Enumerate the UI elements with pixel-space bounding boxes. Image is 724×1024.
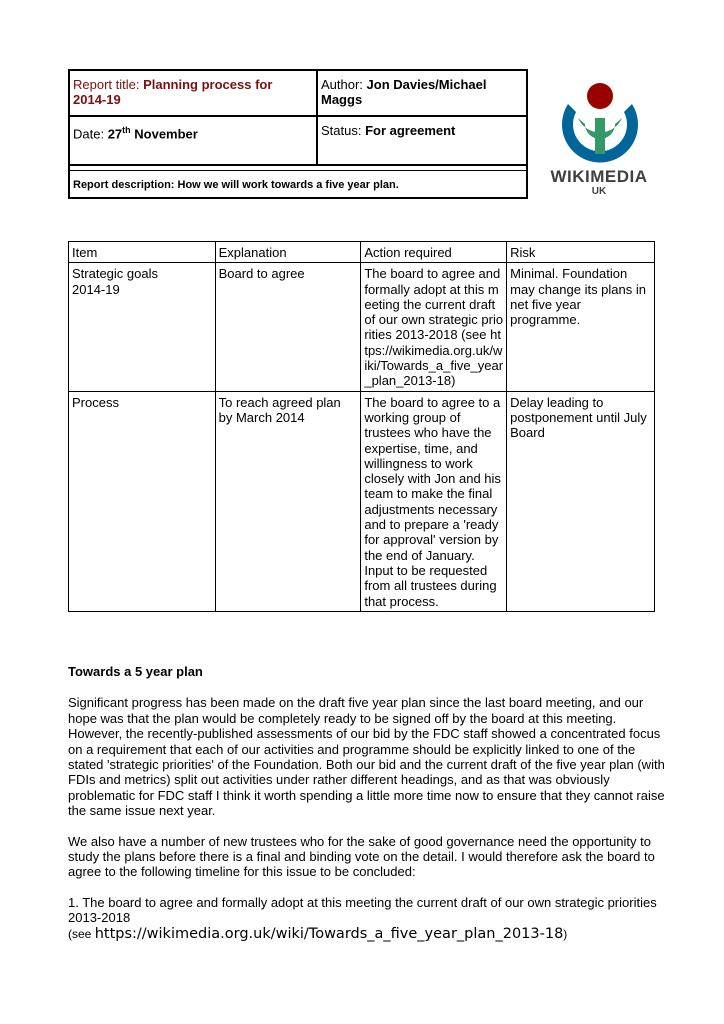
see-close: )	[563, 926, 568, 941]
author-value-cont: Maggs	[321, 92, 363, 107]
divider	[70, 164, 526, 166]
logo-wordmark: WIKIMEDIA	[550, 167, 648, 186]
divider	[316, 71, 318, 166]
list-item-text: 1. The board to agree and formally adopt at this meeting the current draft of our own strategic priorities 2013-2018	[68, 894, 657, 926]
report-title-cell	[70, 71, 316, 117]
table-cell: Board to agree	[215, 263, 361, 391]
report-title-label: Report title:	[73, 77, 144, 92]
status-value: For agreement	[365, 123, 456, 138]
planning-table	[68, 241, 655, 612]
date-month: November	[130, 126, 198, 142]
cell-text: Strategic goals	[72, 266, 158, 282]
body-section	[68, 664, 668, 942]
author-value: Jon Davies/Michael	[366, 77, 487, 92]
plan-link[interactable]: https://wikimedia.org.uk/wiki/Towards_a_five_year_plan_2013-18	[94, 925, 564, 942]
date-day: 27	[107, 126, 123, 142]
status-cell	[318, 117, 528, 165]
author-label: Author:	[321, 77, 367, 92]
table-header: Risk	[507, 242, 655, 263]
table-header-row	[69, 242, 655, 263]
logo-red-dot	[587, 83, 613, 109]
cell-text: 2014-19	[72, 281, 120, 297]
report-description	[70, 173, 526, 199]
table-cell: The board to agree to a working group of trustees who have the expertise, time, and willingness to work closely with Jon and his team to make the final adjustments necessary and to prepare a 'ready for approval' version by the end of January. Input to be requested from all trustees during that process.	[361, 391, 507, 611]
table-cell: Process	[69, 391, 216, 611]
table-row	[69, 263, 655, 391]
table-cell: The board to agree and formally adopt at this meeting the current draft of our own strategic priorities 2013-2018 (see https://wikimedia.org.uk/wiki/Towards_a_five_year_plan_2013-18)	[361, 263, 507, 391]
table-header: Explanation	[215, 242, 361, 263]
paragraph: We also have a number of new trustees who for the sake of good governance need the opportunity to study the plans before there is a final and binding vote on the detail. I would therefore ask the board to agree to the following timeline for this issue to be concluded:	[68, 833, 655, 880]
report-header	[68, 69, 528, 199]
section-title: Towards a 5 year plan	[68, 664, 203, 679]
divider	[70, 170, 526, 171]
table-cell: To reach agreed plan by March 2014	[215, 391, 361, 611]
report-description-text: Report description: How we will work towards a five year plan.	[73, 179, 399, 191]
date-suffix: th	[122, 125, 131, 135]
date-label: Date:	[73, 126, 108, 142]
table-header: Item	[69, 242, 216, 263]
report-title-value: Planning process for	[143, 77, 273, 92]
logo-sub: UK	[591, 186, 607, 197]
table-header: Action required	[361, 242, 507, 263]
list-item	[68, 895, 668, 942]
report-title-value-cont: 2014-19	[73, 92, 121, 107]
paragraph: Significant progress has been made on the draft five year plan since the last board meeting, and our hope was that the plan would be completely ready to be signed off by the board at this meeting. However, the recently-published assessments of our bid by the FDC staff showed a concentrated focus on a requirement that each of our activities and programme should be explicitly linked to one of the stated 'strategic priorities' of the Foundation. Both our bid and the current draft of the five year plan (with FDIs and metrics) split out activities under rather different headings, and as that was obviously problematic for FDC staff I think it worth spending a little more time now to ensure that they cannot raise the same issue next year.	[68, 695, 665, 819]
date-cell	[70, 117, 316, 165]
status-label: Status:	[321, 123, 366, 138]
author-cell	[318, 71, 528, 117]
table-cell	[69, 263, 216, 391]
table-cell: Minimal. Foundation may change its plans in net five year programme.	[507, 263, 655, 391]
see-open: (see	[68, 926, 95, 941]
table-row	[69, 391, 655, 611]
table-cell: Delay leading to postponement until July Board	[507, 391, 655, 611]
logo-green-stem	[595, 118, 605, 154]
